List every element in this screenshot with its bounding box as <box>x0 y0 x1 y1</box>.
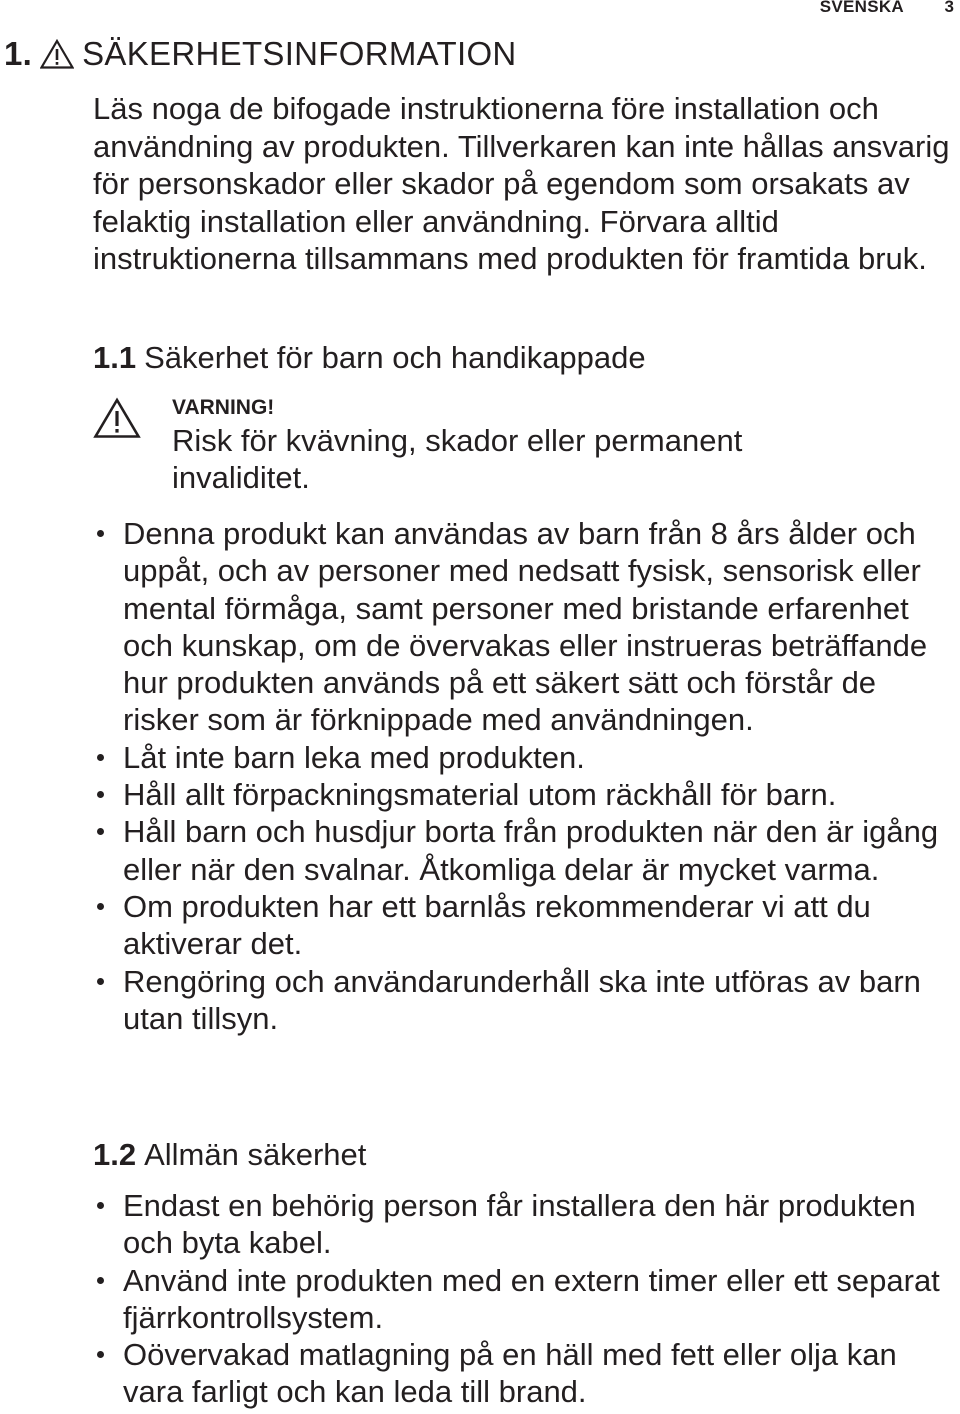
bullet-icon <box>97 530 104 537</box>
section-title: SÄKERHETSINFORMATION <box>82 35 517 72</box>
subsection-heading-1-1 <box>93 339 646 377</box>
list-item: Håll barn och husdjur borta från produkten när den är igång eller när den svalnar. Åtkomliga delar är mycket varma. <box>93 813 953 888</box>
bullet-icon <box>97 1351 104 1358</box>
warning-text: Risk för kvävning, skador eller permanent invaliditet. <box>172 423 743 495</box>
page-header <box>0 0 960 24</box>
bullet-icon <box>97 828 104 835</box>
section-heading-1 <box>4 34 517 74</box>
subsection-number: 1.1 <box>93 340 137 375</box>
bullet-icon <box>97 791 104 798</box>
child-safety-list <box>93 515 953 1037</box>
bullet-icon <box>97 1202 104 1209</box>
general-safety-list <box>93 1187 953 1411</box>
list-item: Rengöring och användarunderhåll ska inte utföras av barn utan tillsyn. <box>93 963 953 1038</box>
list-item: Oövervakad matlagning på en häll med fett eller olja kan vara farligt och kan leda till brand. <box>93 1336 953 1411</box>
warning-triangle-icon <box>93 397 141 439</box>
list-item: Låt inte barn leka med produkten. <box>93 739 953 776</box>
subsection-title: Säkerhet för barn och handikappade <box>144 340 646 375</box>
section-number: 1. <box>4 35 33 72</box>
list-item: Använd inte produkten med en extern timer eller ett separat fjärrkontrollsystem. <box>93 1262 953 1337</box>
bullet-icon <box>97 903 104 910</box>
warning-triangle-icon <box>40 39 74 69</box>
subsection-heading-1-2 <box>93 1136 366 1174</box>
warning-label: VARNING! <box>172 396 275 419</box>
intro-paragraph: Läs noga de bifogade instruktionerna före installation och användning av produkten. Tillverkaren kan inte hållas ansvarig för personskador eller skador på egendom som orsakats av felaktig installation eller användning. Förvara alltid instruktionerna tillsammans med produkten för framtida bruk. <box>93 91 950 276</box>
bullet-icon <box>97 754 104 761</box>
list-item: Denna produkt kan användas av barn från 8 års ålder och uppåt, och av personer med nedsatt fysisk, sensorisk eller mental förmåga, samt personer med bristande erfarenhet och kunskap, om de övervakas eller instrueras beträffande hur produkten används på ett säkert sätt och förstår de risker som är förknippade med användningen. <box>93 515 953 739</box>
list-item: Håll allt förpackningsmaterial utom räckhåll för barn. <box>93 776 953 813</box>
subsection-number: 1.2 <box>93 1137 137 1172</box>
list-item: Om produkten har ett barnlås rekommenderar vi att du aktiverar det. <box>93 888 953 963</box>
bullet-icon <box>97 1277 104 1284</box>
bullet-icon <box>97 978 104 985</box>
subsection-title: Allmän säkerhet <box>144 1137 367 1172</box>
language-label: SVENSKA <box>819 0 904 16</box>
list-item: Endast en behörig person får installera den här produkten och byta kabel. <box>93 1187 953 1262</box>
page-number: 3 <box>944 0 954 16</box>
